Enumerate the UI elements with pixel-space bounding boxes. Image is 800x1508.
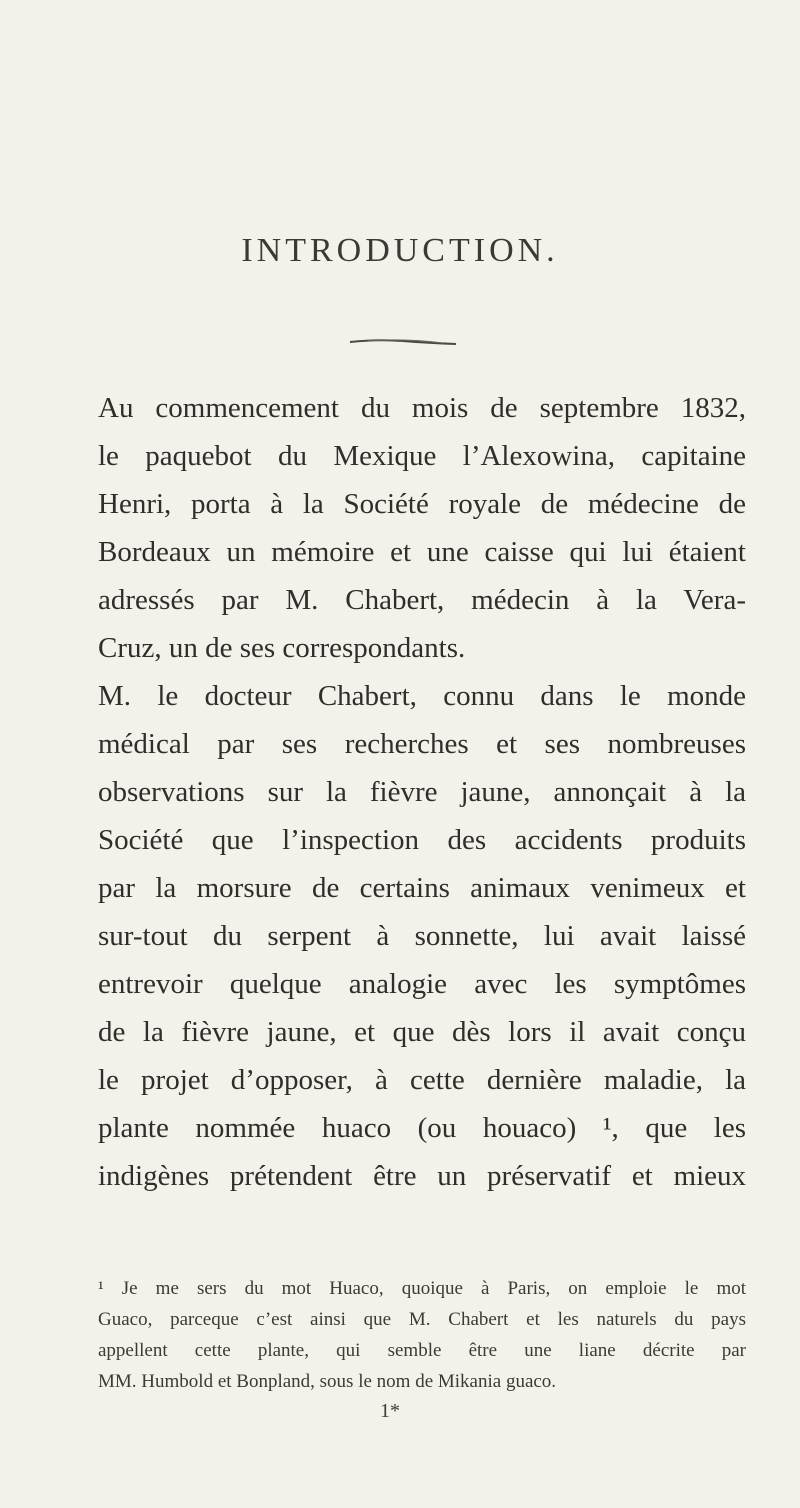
footnote-line: ¹ Je me sers du mot Huaco, quoique à Paris, on emploie le mot [98, 1278, 746, 1299]
text-line: Société que l’inspection des accidents produits [98, 824, 746, 856]
text-line: médical par ses recherches et ses nombreuses [98, 728, 746, 760]
text-line: observations sur la fièvre jaune, annonçait à la [98, 776, 746, 808]
ornament-rule [348, 337, 458, 347]
footnote [98, 1273, 746, 1397]
text-line: sur-tout du serpent à sonnette, lui avait laissé [98, 920, 746, 952]
footnote-line: appellent cette plante, qui semble être une liane décrite par [98, 1340, 746, 1361]
text-line: plante nommée huaco (ou houaco) ¹, que les [98, 1112, 746, 1144]
footnote-line: Guaco, parceque c’est ainsi que M. Chabert et les naturels du pays [98, 1309, 746, 1330]
page-title: INTRODUCTION. [241, 232, 559, 269]
text-line: Henri, porta à la Société royale de médecine de [98, 488, 746, 520]
text-line: indigènes prétendent être un préservatif et mieux [98, 1160, 746, 1192]
text-line: de la fièvre jaune, et que dès lors il avait conçu [98, 1016, 746, 1048]
text-line: Au commencement du mois de septembre 1832, [98, 392, 746, 424]
text-line: Bordeaux un mémoire et une caisse qui lui étaient [98, 536, 746, 568]
text-line: M. le docteur Chabert, connu dans le monde [98, 680, 746, 712]
footnote-line: MM. Humbold et Bonpland, sous le nom de Mikania guaco. [98, 1371, 557, 1392]
text-line: entrevoir quelque analogie avec les symptômes [98, 968, 746, 1000]
text-line: Cruz, un de ses correspondants. [98, 632, 466, 664]
text-line: le paquebot du Mexique l’Alexowina, capitaine [98, 440, 746, 472]
text-line: le projet d’opposer, à cette dernière maladie, la [98, 1064, 746, 1096]
text-line: par la morsure de certains animaux venimeux et [98, 872, 746, 904]
text-line: adressés par M. Chabert, médecin à la Vera- [98, 584, 746, 616]
printer-signature-mark: 1* [380, 1400, 400, 1422]
main-paragraphs [98, 384, 746, 1200]
